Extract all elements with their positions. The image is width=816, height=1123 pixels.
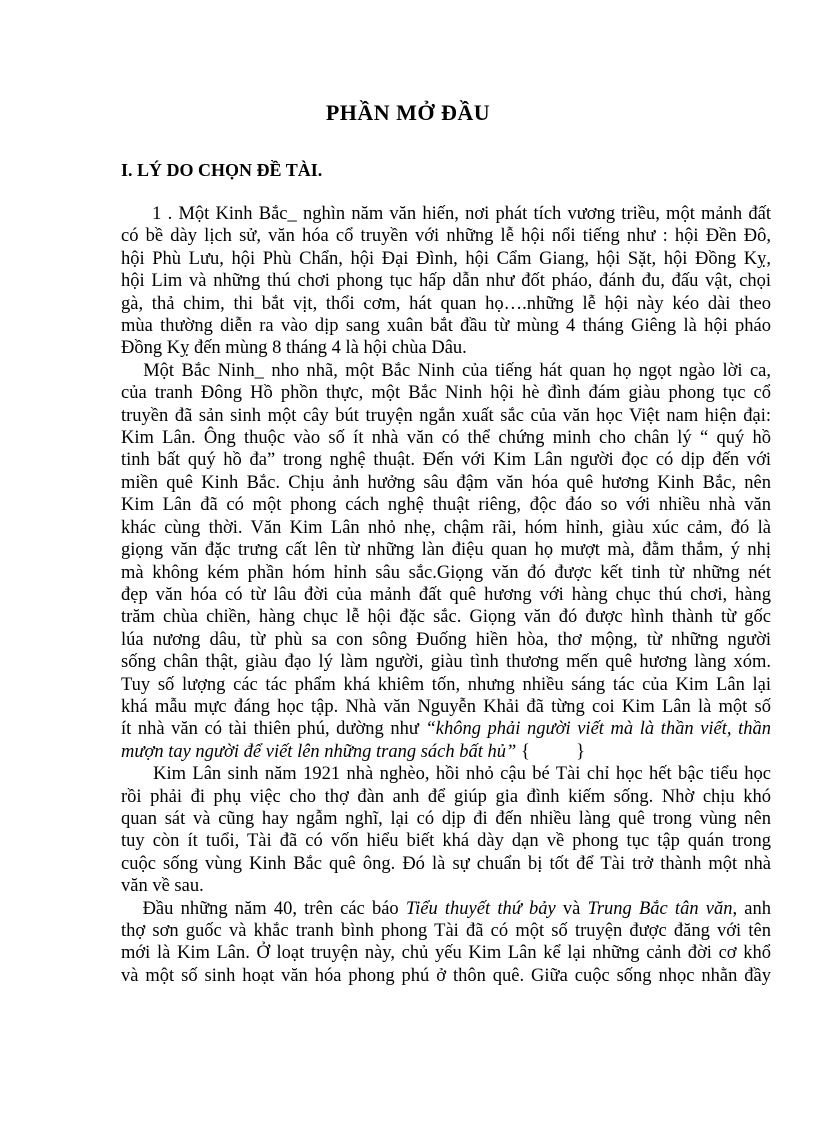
section-heading: I. LÝ DO CHỌN ĐỀ TÀI. (121, 160, 323, 180)
text-normal: , anh (732, 898, 771, 919)
text-line: sống chân thật, giàu đạo lý làm người, giàu tình thương mến quê hương làng xóm. (121, 652, 771, 673)
text-line-mixed (121, 718, 771, 740)
text-line: 1 . Một Kinh Bắc_ nghìn năm văn hiến, nơi phát tích vương triều, một mảnh đất (121, 204, 771, 224)
text-line: lúa nương dâu, từ phù sa con sông Đuống hiền hòa, thơ mộng, từ những người (121, 629, 771, 650)
text-line: miền quê Kinh Bắc. Chịu ảnh hưởng sâu đậm văn hóa quê hương Kinh Bắc, nên (121, 472, 771, 493)
text-line: rồi phải đi phụ việc cho thợ đàn anh để giúp gia đình kiếm sống. Nhờ chịu khó (121, 786, 771, 807)
body-text (121, 203, 771, 987)
text-line: Kim Lân đã có một phong cách nghệ thuật riêng, độc đáo so với nhiều nhà văn (121, 495, 771, 516)
text-line: mới là Kim Lân. Ở loạt truyện này, chủ yếu Kim Lân kể lại những cảnh đời cơ khổ (121, 943, 771, 964)
text-line: Đồng Kỵ đến mùng 8 tháng 4 là hội chùa Dâu. (121, 338, 467, 359)
text-line: giọng văn đặc trưng cất lên từ những làn điệu quan họ mượt mà, đằm thắm, ý nhị (121, 540, 771, 561)
text-line: văn về sau. (121, 876, 204, 897)
text-line: gà, thả chim, thi bắt vịt, thổi cơm, hát quan họ….những lễ hội này kéo dài theo (121, 293, 771, 314)
text-line: mà không kém phần hóm hỉnh sâu sắc.Giọng văn đó được kết tinh từ những nét (121, 562, 771, 583)
text-normal: và (555, 898, 588, 919)
quote-italic: “không phải người viết mà là thần viết, thần (425, 719, 771, 740)
text-line: trăm chùa chiền, hàng chục lễ hội đặc sắc. Giọng văn đó được hình thành từ gốc (121, 607, 771, 628)
text-line: quan sát và cũng hay ngẫm nghĩ, lại có dịp đi đến nhiều làng quê trong vùng nên (121, 808, 771, 829)
text-normal: Đầu những năm 40, trên các báo (121, 898, 406, 919)
text-line: truyền đã sản sinh một cây bút truyện ngắn xuất sắc của văn học Việt nam hiện đại: (121, 405, 771, 426)
newspaper-title-italic: Tiểu thuyết thứ bảy (405, 898, 556, 919)
text-line: Kim Lân sinh năm 1921 nhà nghèo, hồi nhỏ cậu bé Tài chỉ học hết bậc tiểu học (121, 764, 771, 785)
text-line: khác cùng thời. Văn Kim Lân nhỏ nhẹ, chậm rãi, hóm hỉnh, giàu xúc cảm, đó là (121, 517, 771, 538)
text-line: thợ sơn guốc và khắc tranh bình phong Tài đã có một số truyện được đăng với tên (121, 921, 771, 941)
text-line: Một Bắc Ninh_ nho nhã, một Bắc Ninh của tiếng hát quan họ ngọt ngào lời ca, (121, 360, 771, 381)
text-line: Kim Lân. Ông thuộc vào số ít nhà văn có thể chứng minh cho chân lý “ quý hồ (121, 428, 771, 449)
text-normal: ít nhà văn có tài thiên phú, dường như (121, 719, 426, 740)
page-title: PHẦN MỞ ĐẦU (325, 100, 491, 125)
text-line-mixed (121, 898, 771, 920)
text-line: của tranh Đông Hồ phồn thực, một Bắc Ninh hội hè đình đám giàu phong tục cổ (121, 383, 771, 404)
text-line: đẹp văn hóa có từ lâu đời của mảnh đất quê hương với hàng chục thú chơi, hàng (121, 584, 771, 605)
quote-italic: mượn tay người để viết lên những trang sách bất hủ” (121, 741, 517, 762)
footnote-placeholder: { } (516, 741, 585, 762)
text-line-mixed (121, 741, 771, 763)
text-line: hội Phù Lưu, hội Phù Chẩn, hội Đại Đình, hội Cẩm Giang, hội Sặt, hội Đồng Kỵ, (121, 248, 771, 269)
text-line: và một số sinh hoạt văn hóa phong phú ở thôn quê. Giữa cuộc sống nhọc nhằn đầy (121, 965, 771, 986)
text-line: mùa thường diễn ra vào dịp sang xuân bắt đầu từ mùng 4 tháng Giêng là hội pháo (121, 316, 771, 337)
text-line: hội Lim và những thú chơi phong tục hấp dẫn như đốt pháo, đánh đu, đấu vật, chọi (121, 271, 771, 292)
text-line: Tuy số lượng các tác phẩm khá khiêm tốn, nhưng nhiều sáng tác của Kim Lân lại (121, 674, 771, 695)
text-line: tinh bất quý hồ đa” trong nghệ thuật. Đến với Kim Lân người đọc có dịp đến với (121, 450, 771, 471)
text-line: cuộc sống vùng Kinh Bắc quê ông. Đó là sự chuẩn bị tốt để Tài trở thành một nhà (121, 853, 771, 874)
text-line: tuy còn ít tuổi, Tài đã có vốn hiểu biết khá dày dạn về phong tục tập quán trong (121, 831, 771, 852)
text-line: khá mẫu mực đáng học tập. Nhà văn Nguyễn Khải đã từng coi Kim Lân là một số (121, 696, 771, 717)
text-line: có bề dày lịch sử, văn hóa cổ truyền với những lễ hội nổi tiếng như : hội Đền Đô, (121, 226, 771, 247)
newspaper-title-italic: Trung Bắc tân văn (587, 898, 733, 919)
